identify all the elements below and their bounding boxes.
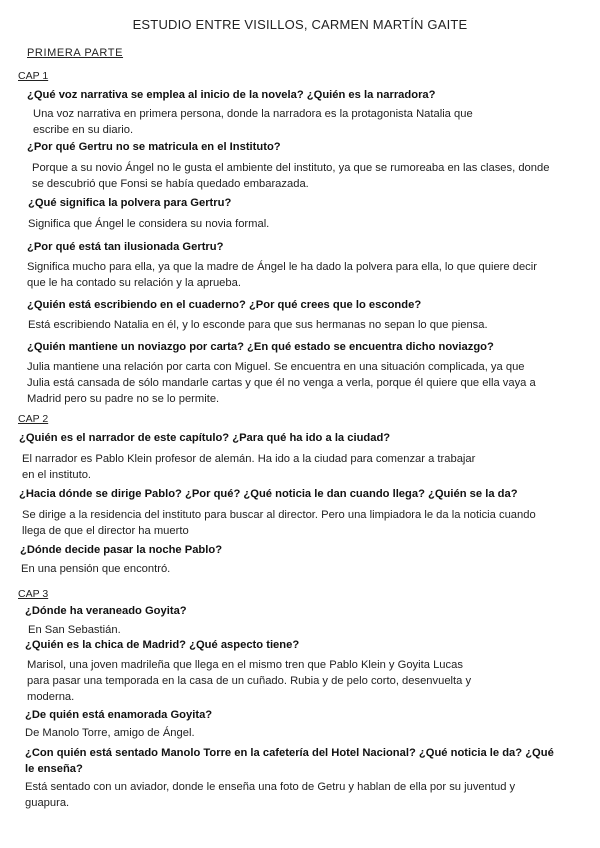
part-heading: PRIMERA PARTE	[27, 47, 124, 59]
question: ¿Dónde decide pasar la noche Pablo?	[20, 544, 223, 556]
document-title: ESTUDIO ENTRE VISILLOS, CARMEN MARTÍN GAITE	[132, 17, 468, 32]
question: ¿Con quién está sentado Manolo Torre en la cafetería del Hotel Nacional? ¿Qué noticia le da? ¿Qué	[25, 747, 554, 759]
chapter-heading-2: CAP 2	[18, 413, 49, 425]
question: ¿Por qué Gertru no se matricula en el Instituto?	[27, 141, 281, 153]
answer-line: De Manolo Torre, amigo de Ángel.	[25, 727, 195, 739]
answer-line: Está sentado con un aviador, donde le enseña una foto de Getru y hablan de ella por su juventud y	[25, 781, 516, 793]
answer-line: Una voz narrativa en primera persona, donde la narradora es la protagonista Natalia que	[33, 108, 473, 120]
answer-line: Significa mucho para ella, ya que la madre de Ángel le ha dado la polvera para ella, lo que quiere decir	[27, 261, 537, 273]
answer-line: moderna.	[27, 691, 75, 703]
answer-line: que le ha contado su relación y la aprueba.	[27, 277, 241, 289]
answer-line: Julia está cansada de sólo mandarle cartas y que él no venga a verla, porque él quiere que ella vaya a	[27, 377, 536, 389]
answer-line: en el instituto.	[22, 469, 92, 481]
question: ¿Quién mantiene un noviazgo por carta? ¿En qué estado se encuentra dicho noviazgo?	[27, 341, 494, 353]
question: ¿Quién está escribiendo en el cuaderno? ¿Por qué crees que lo esconde?	[27, 299, 422, 311]
question: ¿Dónde ha veraneado Goyita?	[25, 605, 187, 617]
answer-line: Julia mantiene una relación por carta con Miguel. Se encuentra en una situación complicada, ya que	[27, 361, 525, 373]
question: ¿Qué significa la polvera para Gertru?	[28, 197, 232, 209]
answer-line: Madrid pero su padre no se lo permite.	[27, 393, 220, 405]
chapter-heading-1: CAP 1	[18, 70, 49, 82]
answer-line: Porque a su novio Ángel no le gusta el ambiente del instituto, ya que se rumoreaba en las clases, donde	[32, 162, 550, 174]
answer-line: En San Sebastián.	[28, 624, 121, 636]
answer-line: El narrador es Pablo Klein profesor de alemán. Ha ido a la ciudad para comenzar a trabajar	[22, 453, 476, 465]
question: ¿Hacia dónde se dirige Pablo? ¿Por qué? ¿Qué noticia le dan cuando llega? ¿Quién se la da?	[19, 488, 518, 500]
question: ¿Por qué está tan ilusionada Gertru?	[27, 241, 224, 253]
answer-line: Se dirige a la residencia del instituto para buscar al director. Pero una limpiadora le da la noticia cuando	[22, 509, 536, 521]
answer-line: Está escribiendo Natalia en él, y lo esconde para que sus hermanas no sepan lo que piensa.	[28, 319, 488, 331]
answer-line: guapura.	[25, 797, 70, 809]
answer-line: escribe en su diario.	[33, 124, 134, 136]
answer-line: para pasar una temporada en la casa de un cuñado. Rubia y de pelo corto, desenvuelta y	[27, 675, 472, 687]
question: le enseña?	[25, 763, 83, 775]
chapter-heading-3: CAP 3	[18, 588, 49, 600]
question: ¿De quién está enamorada Goyita?	[25, 709, 213, 721]
answer-line: se descubrió que Fonsi se había quedado embarazada.	[32, 178, 309, 190]
question: ¿Qué voz narrativa se emplea al inicio de la novela? ¿Quién es la narradora?	[27, 89, 436, 101]
answer-line: llega de que el director ha muerto	[22, 525, 189, 537]
answer-line: Marisol, una joven madrileña que llega en el mismo tren que Pablo Klein y Goyita Lucas	[27, 659, 463, 671]
question: ¿Quién es la chica de Madrid? ¿Qué aspecto tiene?	[25, 639, 300, 651]
answer-line: Significa que Ángel le considera su novia formal.	[28, 218, 270, 230]
answer-line: En una pensión que encontró.	[21, 563, 171, 575]
question: ¿Quién es el narrador de este capítulo? ¿Para qué ha ido a la ciudad?	[19, 432, 391, 444]
